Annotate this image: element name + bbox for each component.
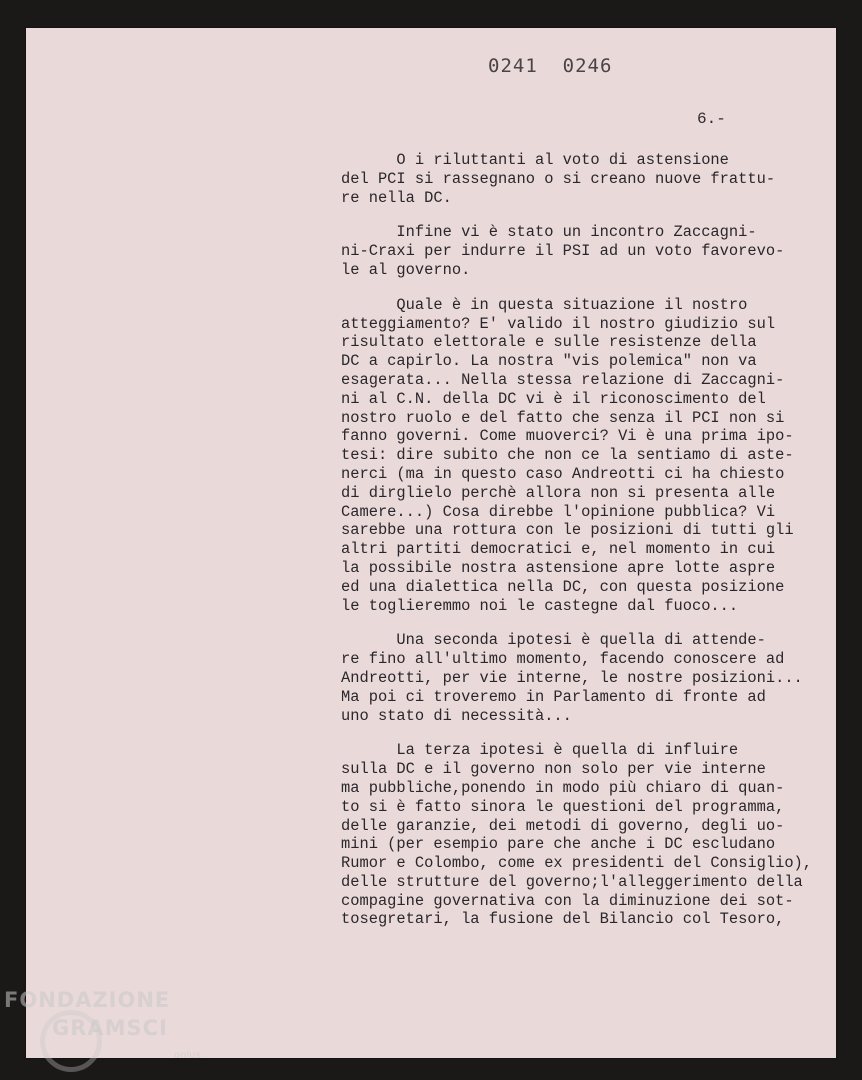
text-line: nerci (ma in questo caso Andreotti ci ha chiesto <box>341 464 785 483</box>
text-line: Camere...) Cosa direbbe l'opinione pubblica? Vi <box>341 502 776 521</box>
text-line: mini (per esempio pare che anche i DC escludano <box>341 835 776 854</box>
text-line: ni-Craxi per indurre il PSI ad un voto favorevo- <box>341 242 785 261</box>
text-line: sulla DC e il governo non solo per vie interne <box>341 760 766 779</box>
text-line: delle garanzie, dei metodi di governo, degli uo- <box>341 816 785 835</box>
text-line: ma pubbliche,ponendo in modo più chiaro di quan- <box>341 778 785 797</box>
text-line: to si è fatto sinora le questioni del programma, <box>341 797 785 816</box>
paragraph <box>341 631 821 725</box>
text-line: O i riluttanti al voto di astensione <box>341 151 729 169</box>
text-line: Quale è in questa situazione il nostro <box>341 295 748 314</box>
watermark-line1: FONDAZIONE <box>4 988 171 1012</box>
text-line: Una seconda ipotesi è quella di attende- <box>341 631 766 650</box>
logo-ring-icon <box>40 1010 102 1072</box>
paragraph <box>341 223 821 279</box>
text-line: ed una dialettica nella DC, con questa posizione <box>341 577 785 596</box>
watermark-suffix: onlus <box>174 1050 201 1061</box>
paragraph <box>341 741 821 929</box>
text-line: Infine vi è stato un incontro Zaccagni- <box>341 223 757 242</box>
paragraph <box>341 151 821 207</box>
text-line: esagerata... Nella stessa relazione di Zaccagni- <box>341 370 785 389</box>
text-line: fanno governi. Come muoverci? Vi è una prima ipo- <box>341 427 794 446</box>
text-line: le al governo. <box>341 260 471 279</box>
text-line: uno stato di necessità... <box>341 706 572 725</box>
text-line: tesi: dire subito che non ce la sentiamo di aste- <box>341 446 794 465</box>
archive-stamp: 0241 0246 <box>488 55 613 77</box>
text-line: Andreotti, per vie interne, le nostre posizioni... <box>341 668 803 687</box>
text-line: la possibile nostra astensione apre lotte aspre <box>341 558 776 577</box>
page-number: 6.- <box>697 110 726 128</box>
text-line: Rumor e Colombo, come ex presidenti del Consiglio), <box>341 854 813 873</box>
text-line: altri partiti democratici e, nel momento in cui <box>341 540 776 559</box>
fondazione-gramsci-logo <box>4 988 201 1061</box>
text-line: sarebbe una rottura con le posizioni di tutti gli <box>341 521 794 540</box>
text-line: DC a capirlo. La nostra "vis polemica" non va <box>341 352 757 371</box>
text-line: le toglieremmo noi le castegne dal fuoco... <box>341 596 739 615</box>
paragraph <box>341 296 821 616</box>
text-line: nostro ruolo e del fatto che senza il PCI non si <box>341 408 785 427</box>
text-line: tosegretari, la fusione del Bilancio col Tesoro, <box>341 910 785 929</box>
text-line: di dirglielo perchè allora non si presenta alle <box>341 483 776 502</box>
text-line: Ma poi ci troveremo in Parlamento di fronte ad <box>341 687 766 706</box>
text-line: atteggiamento? E' valido il nostro giudizio sul <box>341 314 776 333</box>
text-line: del PCI si rassegnano o si creano nuove frattu- <box>341 169 776 188</box>
text-line: ni al C.N. della DC vi è il riconoscimento del <box>341 389 766 408</box>
text-line: La terza ipotesi è quella di influire <box>341 741 739 760</box>
text-line: compagine governativa con la diminuzione dei sot- <box>341 891 794 910</box>
text-line: risultato elettorale e sulle resistenze della <box>341 333 757 352</box>
text-line: re fino all'ultimo momento, facendo conoscere ad <box>341 650 785 669</box>
text-line: re nella DC. <box>341 188 452 207</box>
text-line: delle strutture del governo;l'alleggerimento della <box>341 872 803 891</box>
typed-text-block <box>341 151 821 945</box>
watermark-line2: GRAMSCI <box>52 1016 168 1040</box>
